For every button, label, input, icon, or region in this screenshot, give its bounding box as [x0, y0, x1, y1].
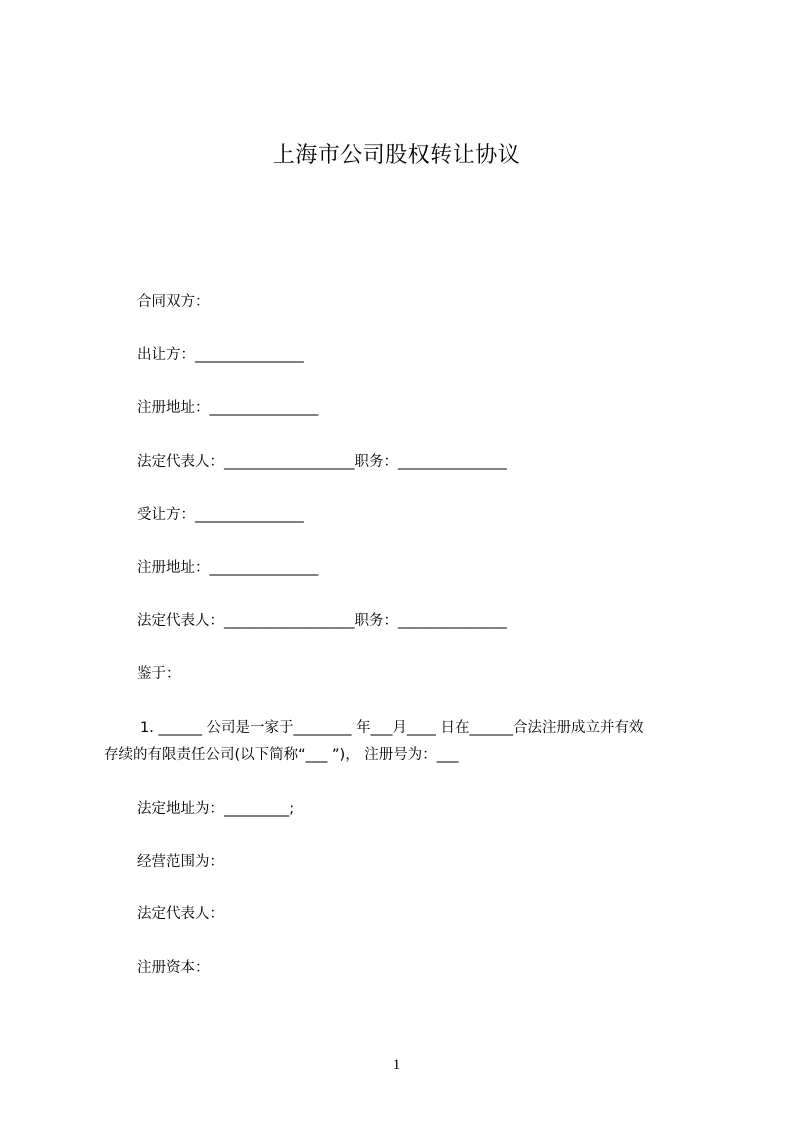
transferor-representative-line: 法定代表人：__________________职务：_______________ [137, 454, 507, 470]
transferee-representative-line: 法定代表人：__________________职务：_______________ [137, 613, 507, 629]
contract-parties-line: 合同双方： [137, 294, 210, 310]
whereas-line: 鉴于： [137, 666, 181, 682]
clause-1-line-2: 存续的有限责任公司(以下简称“___ ”)， 注册号为：___ [104, 747, 459, 763]
page-number: 1 [392, 1057, 401, 1073]
transferee-address-line: 注册地址：_______________ [137, 560, 319, 576]
transferor-line: 出让方：_______________ [137, 347, 304, 363]
registered-capital-line: 注册资本： [137, 960, 210, 976]
transferor-address-line: 注册地址：_______________ [137, 400, 319, 416]
clause-1-line-1-text: 1. ______ 公司是一家于________ 年___月____ 日在______合法注册成立并有效 [140, 720, 644, 736]
clause-1-line-1 [104, 718, 704, 738]
legal-address-line: 法定地址为：_________; [137, 801, 295, 817]
transferee-line: 受让方：_______________ [137, 507, 304, 523]
legal-representative-line: 法定代表人： [137, 906, 224, 922]
business-scope-line: 经营范围为： [137, 854, 224, 870]
document-title: 上海市公司股权转让协议 [272, 143, 521, 168]
